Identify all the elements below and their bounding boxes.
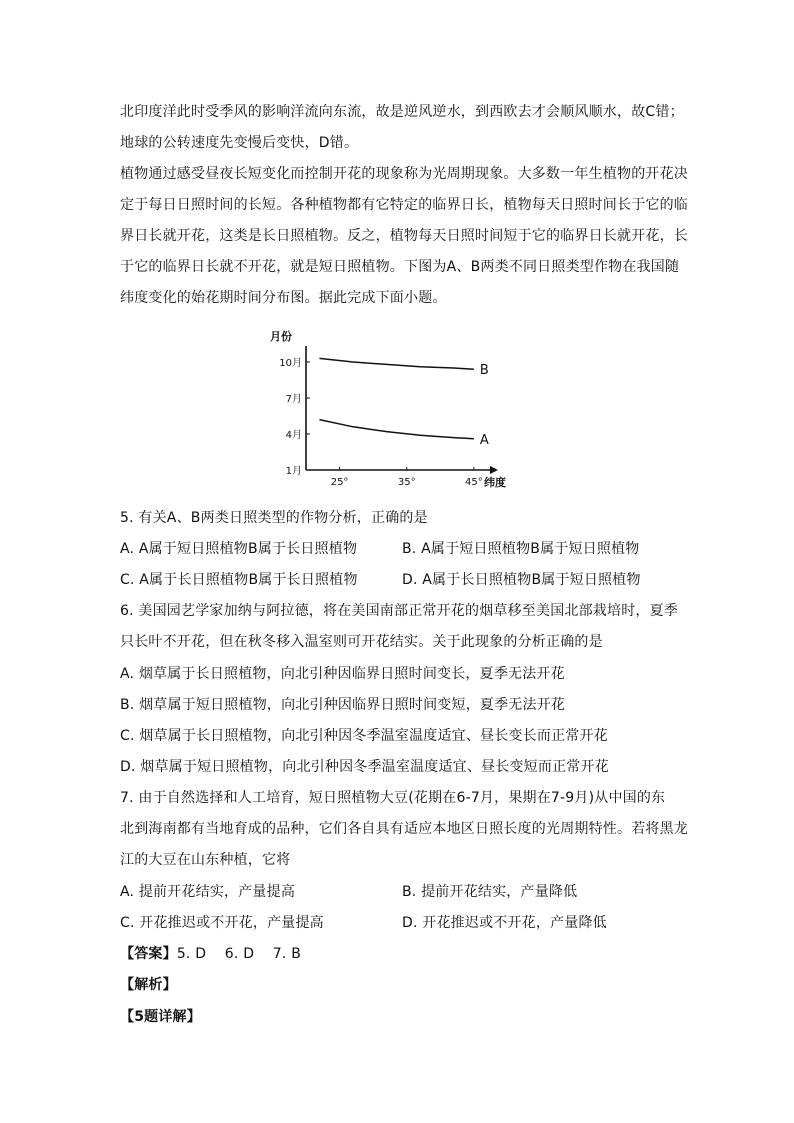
q6-option-b: B. 烟草属于短日照植物，向北引种因临界日照时间变短，夏季无法开花 (120, 697, 566, 713)
intro-line-1: 北印度洋此时受季风的影响洋流向东流，故是逆风逆水，到西欧去才会顺风顺水，故C错； (120, 104, 684, 120)
q6-stem-line-1: 6. 美国园艺学家加纳与阿拉德，将在美国南部正常开花的烟草移至美国北部栽培时，夏季 (120, 603, 679, 619)
q7-option-b: B. 提前开花结实，产量降低 (402, 884, 578, 900)
detail-label: 【5题详解】 (120, 1009, 201, 1025)
material-line-5: 纬度变化的始花期时间分布图。据此完成下面小题。 (120, 290, 447, 306)
q6-option-d: D. 烟草属于短日照植物，向北引种因冬季温室温度适宜、昼长变短而正常开花 (120, 759, 609, 775)
series-label-a: A (479, 432, 489, 448)
answer-text: 5. D 6. D 7. B (176, 946, 302, 962)
q5-option-d: D. A属于长日照植物B属于短日照植物 (402, 572, 641, 588)
series-line-b (319, 358, 473, 369)
q6-option-c: C. 烟草属于长日照植物，向北引种因冬季温室温度适宜、昼长变长而正常开花 (120, 728, 608, 744)
y-axis-label: 月份 (270, 330, 292, 343)
material-line-4: 于它的临界日长就不开花，就是短日照植物。下图为A、B两类不同日照类型作物在我国随 (120, 259, 680, 275)
q7-stem-line-1: 7. 由于自然选择和人工培育，短日照植物大豆(花期在6-7月，果期在7-9月)从中国的东 (120, 790, 666, 806)
material-line-2: 定于每日日照时间的长短。各种植物都有它特定的临界日长，植物每天日照时间长于它的临 (120, 197, 688, 213)
y-tick-label: 7月 (285, 394, 302, 405)
q5-stem: 5. 有关A、B两类日照类型的作物分析，正确的是 (120, 510, 428, 526)
flowering-time-chart (262, 324, 512, 492)
q7-option-c: C. 开花推迟或不开花，产量提高 (120, 915, 324, 931)
x-tick-label: 25° (330, 477, 349, 488)
intro-line-2: 地球的公转速度先变慢后变快，D错。 (120, 135, 359, 151)
x-tick-label: 45° (464, 477, 483, 488)
q7-option-d: D. 开花推迟或不开花，产量降低 (402, 915, 607, 931)
analysis-label: 【解析】 (120, 977, 177, 993)
answer-label: 【答案】 (120, 946, 177, 962)
q7-option-a: A. 提前开花结实，产量提高 (120, 884, 296, 900)
q5-option-a: A. A属于短日照植物B属于长日照植物 (120, 541, 358, 557)
q6-option-a: A. 烟草属于长日照植物，向北引种因临界日照时间变长，夏季无法开花 (120, 666, 565, 682)
y-tick-label: 1月 (285, 466, 302, 477)
y-tick-label: 4月 (285, 430, 302, 441)
q5-option-b: B. A属于短日照植物B属于短日照植物 (402, 541, 640, 557)
q7-stem-line-2: 北到海南都有当地育成的品种，它们各自具有适应本地区日照长度的光周期特性。若将黑龙 (120, 821, 688, 837)
q5-option-c: C. A属于长日照植物B属于长日照植物 (120, 572, 358, 588)
y-tick-label: 10月 (279, 358, 302, 369)
material-line-1: 植物通过感受昼夜长短变化而控制开花的现象称为光周期现象。大多数一年生植物的开花决 (120, 166, 688, 182)
series-line-a (319, 420, 473, 439)
answer-line (120, 944, 301, 964)
x-axis-arrow (490, 466, 498, 474)
q6-stem-line-2: 只长叶不开花，但在秋冬移入温室则可开花结实。关于此现象的分析正确的是 (120, 634, 603, 650)
material-line-3: 界日长就开花，这类是长日照植物。反之，植物每天日照时间短于它的临界日长就开花，长 (120, 228, 688, 244)
x-axis-label: 纬度 (484, 476, 506, 489)
series-label-b: B (479, 363, 489, 379)
q7-stem-line-3: 江的大豆在山东种植，它将 (120, 852, 291, 868)
x-tick-label: 35° (397, 477, 416, 488)
